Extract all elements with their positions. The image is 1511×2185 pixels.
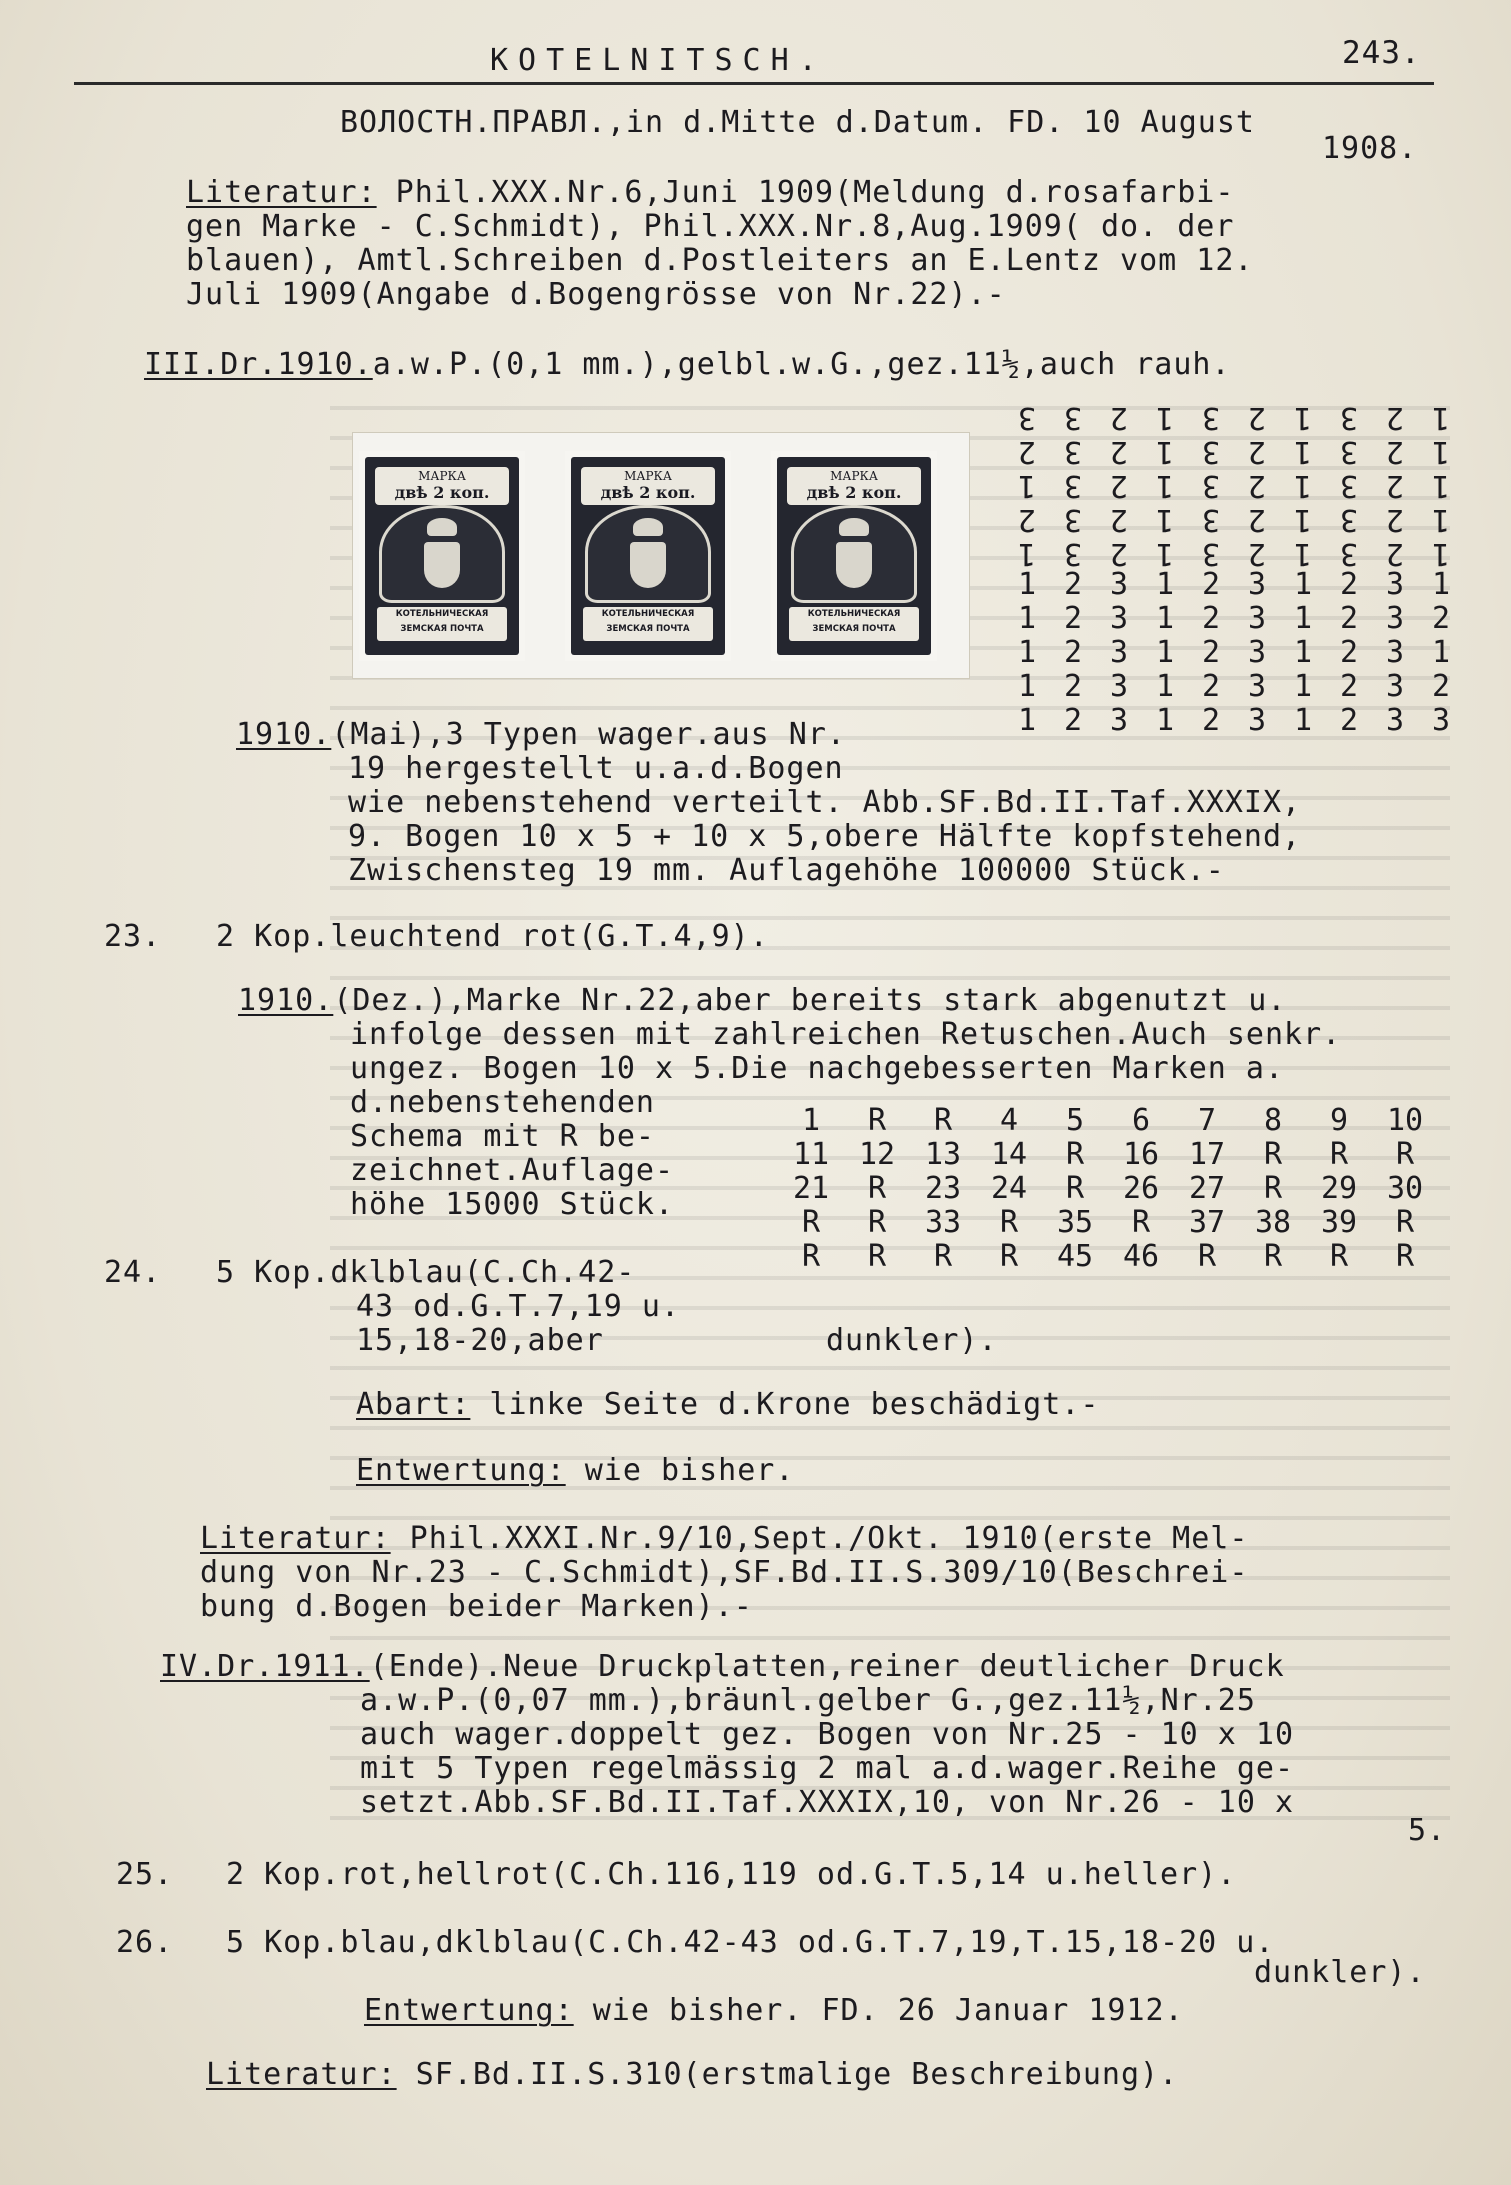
sheet-cell: 3 [1109,601,1129,636]
sheet-cell-inverted: 1 [1017,468,1037,503]
issue-iii-note: 1910.(Mai),3 Typen wager.aus Nr. [236,717,846,752]
sheet-cell-inverted: 3 [1063,502,1083,537]
sheet-position: 10 [1386,1103,1424,1138]
catalog-number: 26. [116,1925,174,1960]
retouched-position: R [801,1205,821,1240]
catalog-entry-line: dunkler). [1254,1955,1426,1990]
retouched-position: R [1263,1137,1283,1172]
sheet-position: 23 [924,1171,962,1206]
literature-line: blauen), Amtl.Schreiben d.Postleiters an E.Lentz vom 12. [186,243,1254,278]
sheet-position: 46 [1122,1239,1160,1274]
sheet-cell: 3 [1385,601,1405,636]
sheet-position: 26 [1122,1171,1160,1206]
sheet-cell-inverted: 1 [1293,400,1313,435]
retouch-schema [778,1104,1468,1276]
variety-note: Abart: linke Seite d.Krone beschädigt.- [356,1387,1100,1422]
coat-of-arms-icon [836,542,872,588]
sheet-cell: 3 [1247,669,1267,704]
sheet-position: 30 [1386,1171,1424,1206]
sheet-cell-inverted: 1 [1155,400,1175,435]
sheet-cell: 1 [1017,703,1037,738]
sheet-cell: 2 [1201,567,1221,602]
sheet-cell-inverted: 2 [1247,536,1267,571]
sheet-cell: 1 [1293,703,1313,738]
sheet-cell: 2 [1201,703,1221,738]
sheet-cell-inverted: 2 [1247,468,1267,503]
sheet-cell-inverted: 3 [1201,400,1221,435]
sheet-position: 7 [1197,1103,1217,1138]
retouched-position: R [867,1239,887,1274]
sheet-cell: 3 [1247,635,1267,670]
sheet-cell: 1 [1155,703,1175,738]
stamp-type-1 [359,451,525,661]
sheet-position: 13 [924,1137,962,1172]
sheet-cell-inverted: 1 [1155,434,1175,469]
retouched-position: R [867,1171,887,1206]
header-rule [74,82,1434,85]
note-line: Zwischensteg 19 mm. Auflagehöhe 100000 Stück.- [348,853,1225,888]
sheet-cell-inverted: 1 [1017,536,1037,571]
sheet-cell: 2 [1063,669,1083,704]
sheet-cell: 1 [1293,567,1313,602]
stamp-text: МАРКА [624,469,672,483]
sheet-cell-inverted: 3 [1339,400,1359,435]
catalog-entry-line: dunkler). [826,1323,998,1358]
catalog-number: 25. [116,1857,174,1892]
note-line: 19 hergestellt u.a.d.Bogen [348,751,844,786]
sheet-position: 35 [1056,1205,1094,1240]
issue-heading-iv: IV.Dr.1911.(Ende).Neue Druckplatten,reiner deutlicher Druck [160,1649,1285,1684]
retouched-position: R [1065,1171,1085,1206]
sheet-cell-inverted: 2 [1109,434,1129,469]
stamp-value: двѣ 2 коп. [394,483,490,502]
crown-icon [427,518,457,536]
page-title: KOTELNITSCH. [490,43,827,78]
note-line: infolge dessen mit zahlreichen Retuschen.Auch senkr. [350,1017,1342,1052]
sheet-cell: 3 [1109,567,1129,602]
retouched-position: R [867,1103,887,1138]
sheet-position: 4 [999,1103,1019,1138]
cancellation-note: Entwertung: wie bisher. FD. 26 Januar 1912. [364,1993,1184,2028]
retouched-position: R [1395,1205,1415,1240]
sheet-cell-inverted: 1 [1431,400,1451,435]
sheet-cell-inverted: 2 [1109,536,1129,571]
sheet-cell: 1 [1431,567,1451,602]
sheet-cell-inverted: 1 [1155,468,1175,503]
sheet-position: 8 [1263,1103,1283,1138]
note-line: zeichnet.Auflage- [350,1153,675,1188]
retouched-position: R [1329,1137,1349,1172]
stamp-text: ЗЕМСКАЯ ПОЧТА [606,624,690,634]
sheet-cell: 1 [1017,669,1037,704]
sheet-cell-inverted: 2 [1385,468,1405,503]
note-line: ungez. Bogen 10 x 5.Die nachgebesserten Marken a. [350,1051,1285,1086]
sheet-cell: 1 [1293,669,1313,704]
literature-paragraph: Literatur: Phil.XXXI.Nr.9/10,Sept./Okt. 1910(erste Mel- [200,1521,1249,1556]
sheet-position: 37 [1188,1205,1226,1240]
sheet-cell: 3 [1247,567,1267,602]
sheet-cell: 2 [1431,669,1451,704]
sheet-cell-inverted: 2 [1385,434,1405,469]
sheet-cell-inverted: 1 [1431,434,1451,469]
sheet-schema-upside-down [1004,398,1464,570]
stamp-text: МАРКА [418,469,466,483]
sheet-position: 6 [1131,1103,1151,1138]
stamp-text: КОТЕЛЬНИЧЕСКАЯ [601,609,695,619]
retouched-position: R [867,1205,887,1240]
catalog-entry: 5 Kop.blau,dklblau(C.Ch.42-43 od.G.T.7,19,T.15,18-20 u. [226,1925,1275,1960]
sheet-cell-inverted: 1 [1431,502,1451,537]
date-label: 1910. [236,717,332,752]
sheet-cell-inverted: 2 [1385,536,1405,571]
sheet-cell: 2 [1339,703,1359,738]
sheet-cell: 3 [1247,703,1267,738]
issue-line: a.w.P.(0,07 mm.),bräunl.gelber G.,gez.11½,Nr.25 [360,1683,1256,1718]
sheet-cell-inverted: 1 [1293,468,1313,503]
issue-line: 5. [1408,1813,1447,1848]
sheet-position: 5 [1065,1103,1085,1138]
date-label: 1910. [238,983,334,1018]
cancellation-note: Entwertung: wie bisher. [356,1453,795,1488]
sheet-cell-inverted: 3 [1339,536,1359,571]
retouch-note: 1910.(Dez.),Marke Nr.22,aber bereits stark abgenutzt u. [238,983,1287,1018]
sheet-cell: 2 [1339,635,1359,670]
sheet-cell-inverted: 1 [1431,536,1451,571]
sheet-cell-inverted: 1 [1431,468,1451,503]
catalog-entry-line: 15,18-20,aber [356,1323,604,1358]
sheet-cell: 3 [1109,703,1129,738]
stamp-text: ЗЕМСКАЯ ПОЧТА [812,624,896,634]
stamp-text: МАРКА [830,469,878,483]
issue-line: auch wager.doppelt gez. Bogen von Nr.25 - 10 x 10 [360,1717,1295,1752]
retouched-position: R [801,1239,821,1274]
sheet-cell-inverted: 3 [1339,434,1359,469]
sheet-cell-inverted: 1 [1155,502,1175,537]
sheet-cell: 3 [1385,635,1405,670]
literature-line: Juli 1909(Angabe d.Bogengrösse von Nr.22).- [186,277,1006,312]
sheet-cell: 2 [1201,601,1221,636]
sheet-cell-inverted: 3 [1339,468,1359,503]
sheet-cell-inverted: 3 [1201,468,1221,503]
literature-label: Literatur: [206,2057,397,2092]
sheet-position: 24 [990,1171,1028,1206]
literature-paragraph: Literatur: Phil.XXX.Nr.6,Juni 1909(Meldung d.rosafarbi- [186,175,1235,210]
sheet-cell: 2 [1339,601,1359,636]
sheet-cell: 3 [1385,567,1405,602]
sheet-cell-inverted: 3 [1339,502,1359,537]
stamp-type-3 [771,451,937,661]
sheet-cell-inverted: 2 [1385,400,1405,435]
retouched-position: R [1197,1239,1217,1274]
literature-line: dung von Nr.23 - C.Schmidt),SF.Bd.II.S.309/10(Beschrei- [200,1555,1249,1590]
sheet-schema-upright [1004,568,1464,740]
sheet-cell-inverted: 3 [1063,468,1083,503]
retouched-position: R [1263,1239,1283,1274]
sheet-cell-inverted: 1 [1293,502,1313,537]
issue-label: III.Dr.1910. [144,347,373,382]
retouched-position: R [933,1239,953,1274]
sheet-cell-inverted: 3 [1201,434,1221,469]
sheet-cell: 2 [1063,703,1083,738]
sheet-cell: 1 [1017,601,1037,636]
issue-line: setzt.Abb.SF.Bd.II.Taf.XXXIX,10, von Nr.26 - 10 x [360,1785,1295,1820]
sheet-cell: 1 [1431,635,1451,670]
retouched-position: R [1263,1171,1283,1206]
crown-icon [633,518,663,536]
sheet-cell-inverted: 2 [1247,502,1267,537]
sheet-cell: 2 [1339,669,1359,704]
note-line: d.nebenstehenden [350,1085,655,1120]
sheet-cell: 2 [1063,567,1083,602]
sheet-position: 27 [1188,1171,1226,1206]
sheet-cell-inverted: 3 [1201,502,1221,537]
issue-label: IV.Dr.1911. [160,1649,370,1684]
cancellation-label: Entwertung: [364,1993,574,2028]
sheet-cell: 1 [1155,669,1175,704]
sheet-cell: 2 [1063,635,1083,670]
sheet-position: 21 [792,1171,830,1206]
stamp-strip-image [352,432,970,679]
sheet-position: 12 [858,1137,896,1172]
stamp-value: двѣ 2 коп. [806,483,902,502]
sheet-cell: 2 [1201,635,1221,670]
retouched-position: R [999,1205,1019,1240]
catalog-number: 24. [104,1255,162,1290]
cancellation-label: Entwertung: [356,1453,566,1488]
catalog-entry: 2 Kop.leuchtend rot(G.T.4,9). [216,919,769,954]
sheet-cell-inverted: 3 [1063,536,1083,571]
sheet-position: 29 [1320,1171,1358,1206]
sheet-cell: 1 [1293,601,1313,636]
sheet-cell: 2 [1063,601,1083,636]
note-line: 9. Bogen 10 x 5 + 10 x 5,obere Hälfte kopfstehend, [348,819,1302,854]
issue-line: mit 5 Typen regelmässig 2 mal a.d.wager.Reihe ge- [360,1751,1295,1786]
retouched-position: R [999,1239,1019,1274]
catalog-entry: 5 Kop.dklblau(C.Ch.42- [216,1255,636,1290]
sheet-position: 1 [801,1103,821,1138]
sheet-cell-inverted: 2 [1109,502,1129,537]
sheet-position: 14 [990,1137,1028,1172]
sheet-cell: 1 [1293,635,1313,670]
sheet-cell-inverted: 2 [1247,400,1267,435]
note-line: wie nebenstehend verteilt. Abb.SF.Bd.II.Taf.XXXIX, [348,785,1302,820]
sheet-cell: 3 [1431,703,1451,738]
stamp-text: КОТЕЛЬНИЧЕСКАЯ [395,609,489,619]
stamp-value: двѣ 2 коп. [600,483,696,502]
sheet-position: 33 [924,1205,962,1240]
issue-heading-iii: III.Dr.1910.a.w.P.(0,1 mm.),gelbl.w.G.,gez.11½,auch rauh. [144,347,1231,382]
sheet-cell: 3 [1109,669,1129,704]
sheet-cell-inverted: 3 [1063,434,1083,469]
sheet-cell-inverted: 2 [1017,434,1037,469]
sheet-cell-inverted: 2 [1017,502,1037,537]
retouched-position: R [1395,1239,1415,1274]
sheet-cell: 2 [1201,669,1221,704]
literature-label: Literatur: [186,175,377,210]
sheet-cell-inverted: 1 [1155,536,1175,571]
sheet-cell-inverted: 1 [1293,536,1313,571]
sheet-cell-inverted: 1 [1293,434,1313,469]
retouched-position: R [933,1103,953,1138]
sheet-cell: 2 [1339,567,1359,602]
retouched-position: R [1329,1239,1349,1274]
sheet-cell: 3 [1109,635,1129,670]
crown-icon [839,518,869,536]
literature-paragraph: Literatur: SF.Bd.II.S.310(erstmalige Beschreibung). [206,2057,1179,2092]
sheet-cell-inverted: 2 [1385,502,1405,537]
sheet-cell-inverted: 2 [1247,434,1267,469]
retouched-position: R [1131,1205,1151,1240]
sheet-cell-inverted: 3 [1201,536,1221,571]
note-line: Schema mit R be- [350,1119,655,1154]
retouched-position: R [1395,1137,1415,1172]
sheet-position: 17 [1188,1137,1226,1172]
sheet-cell: 3 [1385,669,1405,704]
catalog-entry-line: 43 od.G.T.7,19 u. [356,1289,681,1324]
variety-label: Abart: [356,1387,471,1422]
stamp-text: КОТЕЛЬНИЧЕСКАЯ [807,609,901,619]
note-line: höhe 15000 Stück. [350,1187,675,1222]
sheet-position: 11 [792,1137,830,1172]
sheet-cell: 2 [1431,601,1451,636]
literature-line: bung d.Bogen beider Marken).- [200,1589,753,1624]
stamp-type-2 [565,451,731,661]
sheet-position: 16 [1122,1137,1160,1172]
page-number: 243. [1342,35,1421,71]
sheet-cell: 1 [1155,567,1175,602]
sheet-position: 39 [1320,1205,1358,1240]
sheet-position: 45 [1056,1239,1094,1274]
sheet-cell-inverted: 3 [1017,400,1037,435]
catalog-entry: 2 Kop.rot,hellrot(C.Ch.116,119 od.G.T.5,14 u.heller). [226,1857,1237,1892]
sheet-cell: 3 [1247,601,1267,636]
sheet-position: 9 [1329,1103,1349,1138]
sheet-cell: 1 [1155,601,1175,636]
coat-of-arms-icon [424,542,460,588]
sheet-cell-inverted: 2 [1109,468,1129,503]
sheet-cell: 3 [1385,703,1405,738]
sheet-cell: 1 [1017,567,1037,602]
sheet-cell-inverted: 2 [1109,400,1129,435]
intro-year: 1908. [1322,131,1418,166]
catalog-number: 23. [104,919,162,954]
sheet-position: 38 [1254,1205,1292,1240]
sheet-cell: 1 [1017,635,1037,670]
intro-line: ВОЛОСТН.ПРАВЛ.,in d.Mitte d.Datum. FD. 10 August [340,105,1255,140]
literature-line: gen Marke - C.Schmidt), Phil.XXX.Nr.8,Aug.1909( do. der [186,209,1235,244]
retouched-position: R [1065,1137,1085,1172]
coat-of-arms-icon [630,542,666,588]
stamp-text: ЗЕМСКАЯ ПОЧТА [400,624,484,634]
sheet-cell-inverted: 3 [1063,400,1083,435]
sheet-cell: 1 [1155,635,1175,670]
literature-label: Literatur: [200,1521,391,1556]
